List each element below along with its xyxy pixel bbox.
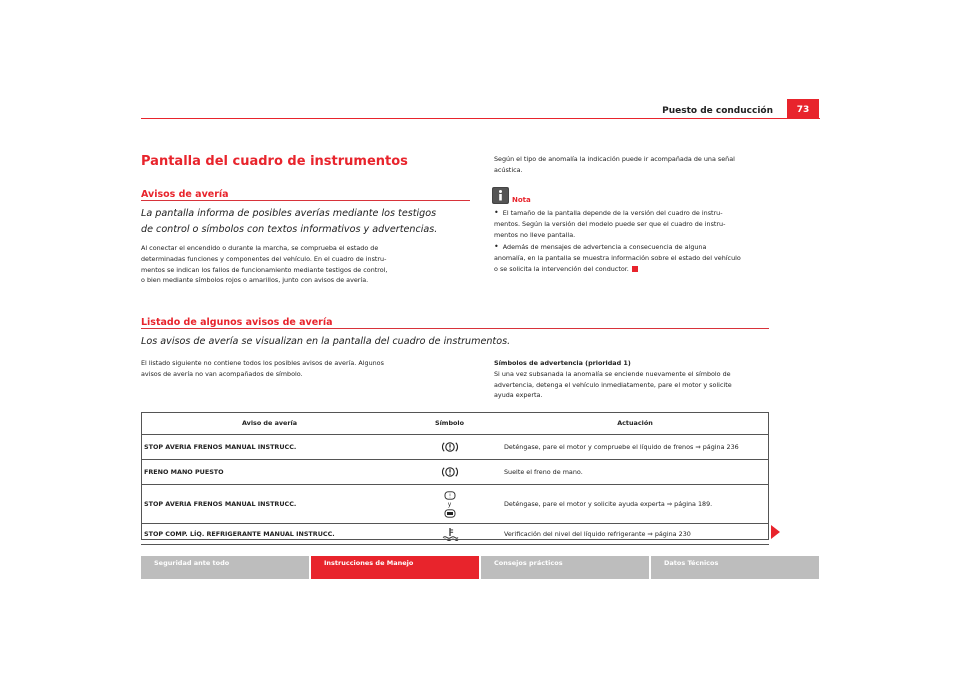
col-header-simbolo: Símbolo	[398, 412, 501, 435]
brake-warning-icon	[441, 441, 459, 453]
info-note-icon	[492, 187, 509, 204]
anomaly-text: Según el tipo de anomalía la indicación puede ir acompañada de una señal acústica.	[494, 155, 735, 174]
abs-icon	[444, 509, 456, 518]
footer-tab-consejos[interactable]: Consejos prácticos	[481, 556, 649, 579]
nota-label: Nota	[512, 196, 531, 204]
aviso-cell: STOP COMP. LÍQ. REFRIGERANTE MANUAL INSTRUCC.	[141, 524, 398, 545]
symbol-cell	[398, 524, 501, 545]
symbol-cell	[398, 435, 501, 460]
aviso-cell: STOP AVERIA FRENOS MANUAL INSTRUCC.	[141, 435, 398, 460]
col-header-actuacion: Actuación	[501, 412, 769, 435]
section-rule	[141, 200, 470, 201]
actuacion-cell: Deténgase, pare el motor y compruebe el líquido de frenos ⇒ página 236	[501, 435, 769, 460]
section-lead: La pantalla informa de posibles averías mediante los testigos de control o símbolos con textos informativos y advertencias.	[141, 208, 438, 235]
warnings-table	[141, 412, 769, 545]
actuacion-cell: Deténgase, pare el motor y solicite ayuda experta ⇒ página 189.	[501, 485, 769, 524]
section2-left-text: El listado siguiente no contiene todos los posibles avisos de avería. Algunos avisos de avería no van acompañados de símbolo.	[141, 359, 384, 378]
aviso-cell: FRENO MANO PUESTO	[141, 460, 398, 485]
continue-arrow-icon[interactable]	[771, 525, 780, 539]
running-header: Puesto de conducción	[662, 106, 773, 116]
header-rule	[141, 118, 820, 119]
handbrake-icon	[441, 466, 459, 478]
footer-tab-seguridad[interactable]: Seguridad ante todo	[141, 556, 309, 579]
table-row	[141, 485, 769, 524]
nota-bullet-1: • El tamaño de la pantalla depende de la versión del cuadro de instru- mentos. Según la versión del modelo puede ser que el cuadro de instru- mentos no lleve pantalla.	[494, 208, 726, 239]
table-row	[141, 524, 769, 545]
table-header-row	[141, 412, 769, 435]
footer-tab-instrucciones[interactable]: Instrucciones de Manejo	[311, 556, 479, 579]
section2-lead: Los avisos de avería se visualizan en la pantalla del cuadro de instrumentos.	[141, 336, 511, 347]
svg-text:!: !	[448, 493, 451, 500]
footer-tab-datos[interactable]: Datos Técnicos	[651, 556, 819, 579]
page-title: Pantalla del cuadro de instrumentos	[141, 154, 408, 169]
nota-bullet-2: • Además de mensajes de advertencia a consecuencia de alguna anomalía, en la pantalla se muestra información sobre el estado del vehículo o se solicita la intervención del conductor.	[494, 242, 741, 273]
brake-small-icon	[444, 491, 456, 500]
symbol-cell	[398, 460, 501, 485]
section2-right-text: Símbolos de advertencia (prioridad 1) Si una vez subsanada la anomalía se enciende nuevamente el símbolo de advertencia, detenga el vehículo inmediatamente, pare el motor y solicite ayuda experta.	[494, 359, 732, 400]
table-row	[141, 435, 769, 460]
end-mark	[632, 266, 638, 272]
coolant-icon	[441, 527, 459, 541]
table-row	[141, 460, 769, 485]
section-title-avisos: Avisos de avería	[141, 189, 229, 200]
symbol-cell	[398, 485, 501, 524]
actuacion-cell: Suelte el freno de mano.	[501, 460, 769, 485]
symbol-joiner: y	[447, 500, 452, 508]
section-body: Al conectar el encendido o durante la marcha, se comprueba el estado de determinadas funciones y componentes del vehículo. En el cuadro de instru- mentos se indican los fallos de funcionamiento mediante testigos de control, o bien mediante símbolos rojos o amarillos, junto con avisos de avería.	[141, 244, 388, 285]
col-header-aviso: Aviso de avería	[141, 412, 398, 435]
page-number: 73	[787, 99, 819, 119]
aviso-cell: STOP AVERIA FRENOS MANUAL INSTRUCC.	[141, 485, 398, 524]
section-title-listado: Listado de algunos avisos de avería	[141, 317, 333, 328]
section-rule-2	[141, 328, 769, 329]
actuacion-cell: Verificación del nivel del líquido refrigerante ⇒ página 230	[501, 524, 769, 545]
